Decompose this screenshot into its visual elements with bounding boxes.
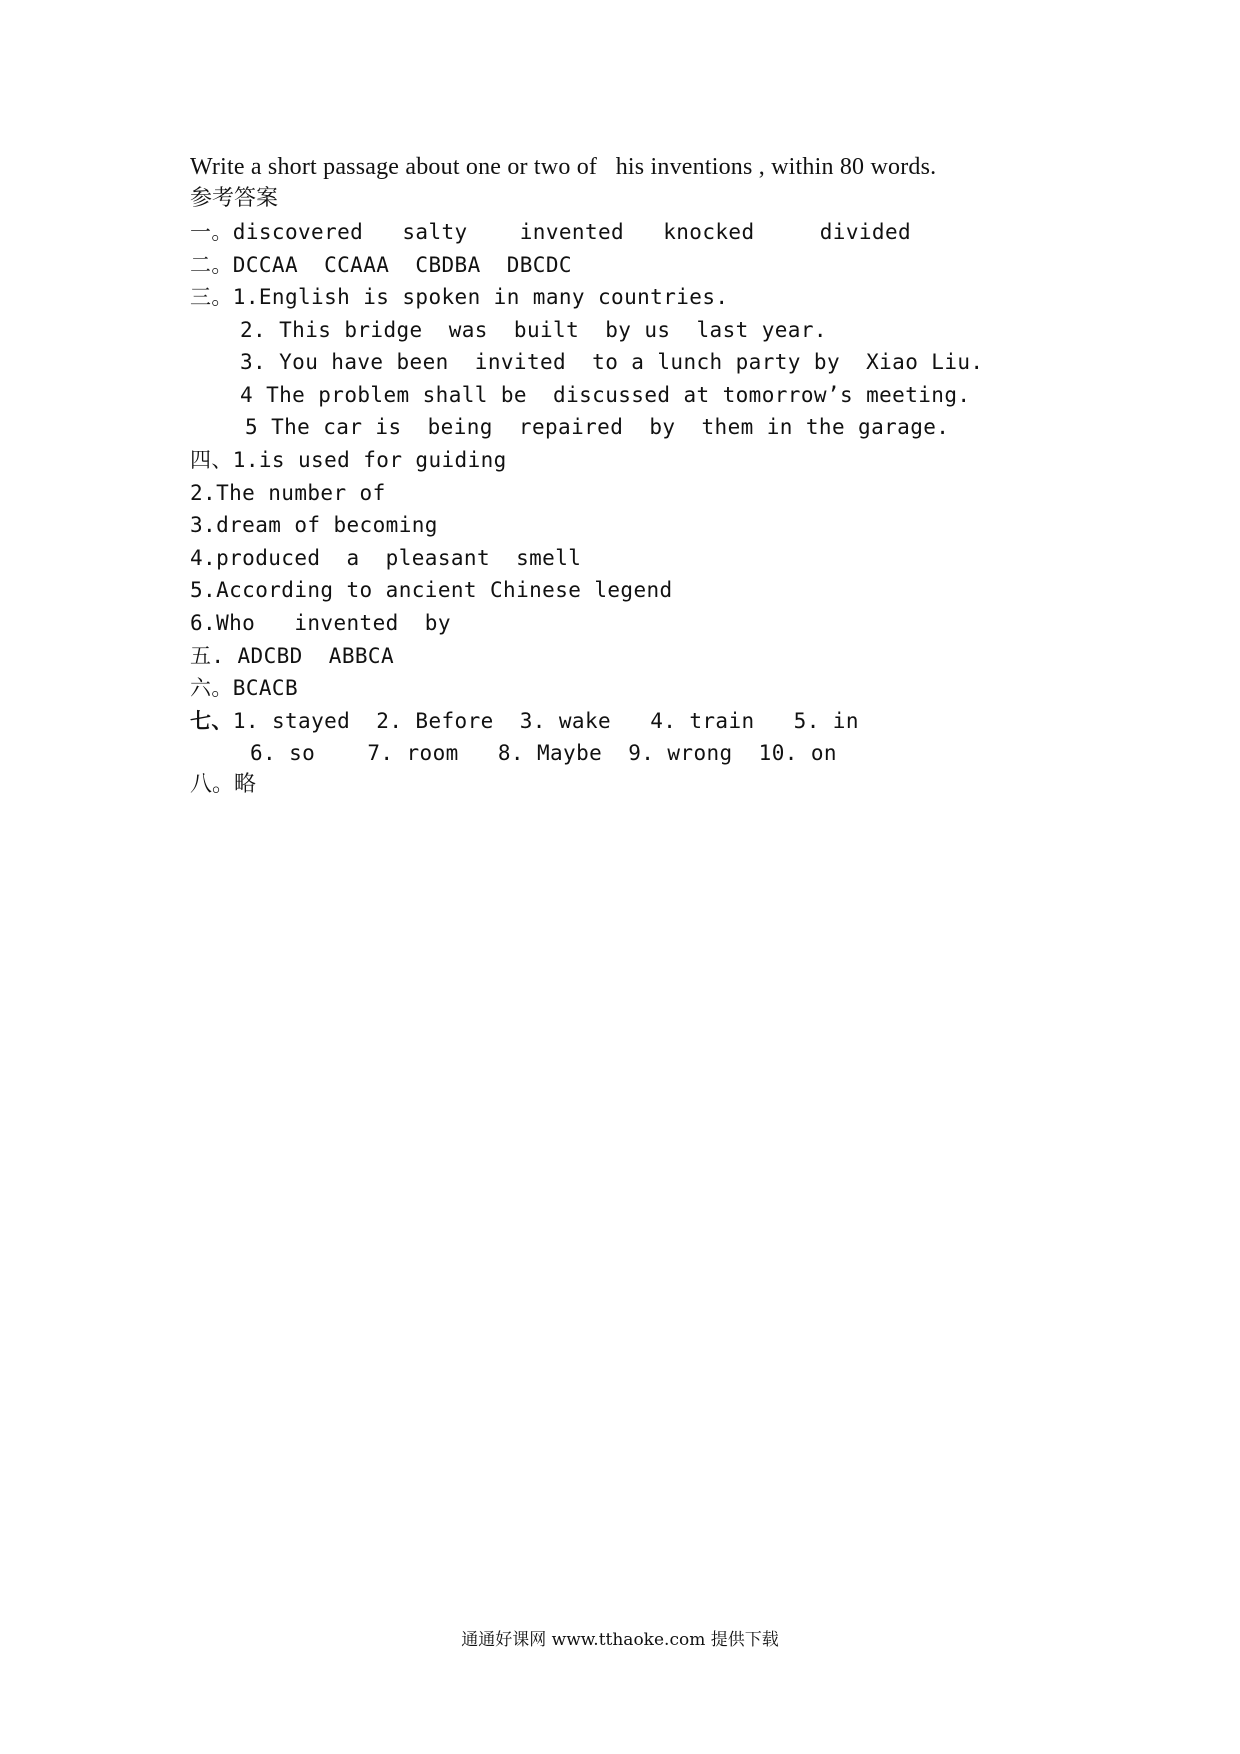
section-4-line-4: 4.produced a pleasant smell bbox=[190, 546, 582, 570]
section-4-line-1: 四、1.is used for guiding bbox=[190, 448, 507, 472]
writing-prompt: Write a short passage about one or two of his inventions , within 80 words. bbox=[190, 154, 937, 180]
section-7-line-1-text: 1. stayed 2. Before 3. wake 4. train 5. in bbox=[232, 709, 859, 733]
section-2-answers: 二。DCCAA CCAAA CBDBA DBCDC bbox=[190, 253, 572, 277]
section-4-line-5: 5.According to ancient Chinese legend bbox=[190, 578, 673, 602]
section-3-line-3: 3. You have been invited to a lunch party by Xiao Liu. bbox=[240, 350, 984, 374]
section-4-line-2: 2.The number of bbox=[190, 481, 386, 505]
section-4-line-3: 3.dream of becoming bbox=[190, 513, 438, 537]
section-3-line-5: 5 The car is being repaired by them in the garage. bbox=[245, 415, 950, 439]
section-3-line-2: 2. This bridge was built by us last year. bbox=[240, 318, 827, 342]
section-1-answers: 一。discovered salty invented knocked divided bbox=[190, 220, 912, 244]
section-3-line-4: 4 The problem shall be discussed at tomorrow’s meeting. bbox=[240, 383, 971, 407]
section-7-line-2: 6. so 7. room 8. Maybe 9. wrong 10. on bbox=[250, 741, 837, 765]
section-7-marker: 七、 bbox=[190, 709, 233, 733]
section-8-answer: 八。略 bbox=[190, 772, 257, 797]
section-6-answers: 六。BCACB bbox=[190, 676, 299, 700]
answer-key-title: 参考答案 bbox=[190, 186, 279, 211]
page-footer: 通通好课网 www.tthaoke.com 提供下载 bbox=[461, 1630, 779, 1650]
section-7-line-1 bbox=[190, 706, 859, 736]
section-5-answers: 五. ADCBD ABBCA bbox=[190, 644, 395, 668]
section-3-line-1: 三。1.English is spoken in many countries. bbox=[190, 285, 729, 309]
section-4-line-6: 6.Who invented by bbox=[190, 611, 451, 635]
